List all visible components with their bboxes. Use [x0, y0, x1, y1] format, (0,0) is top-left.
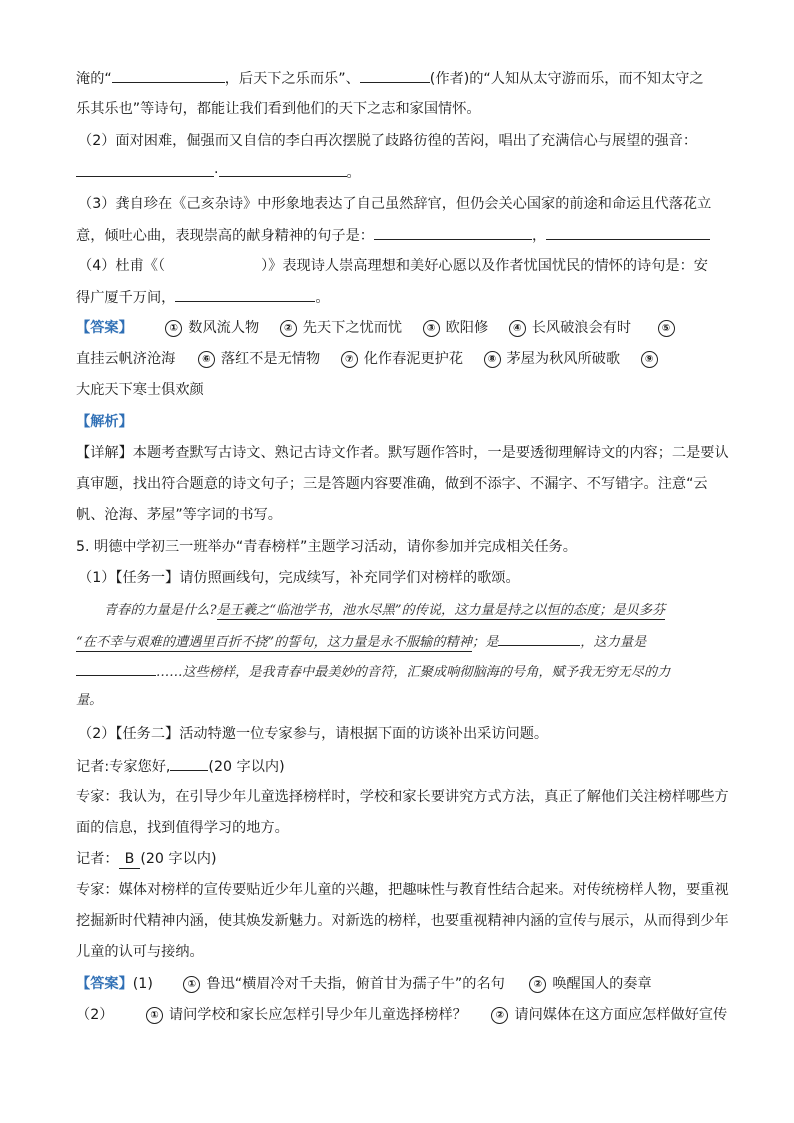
answer-label: 【答案】 [76, 976, 133, 992]
text: 本题考查默写古诗文、熟记古诗文作者。默写题作答时，一是要透彻理解诗文的内容；二是要认 [132, 445, 729, 461]
blank [498, 631, 580, 646]
answer-line-3: 大庇天下寒士俱欢颜 [76, 382, 204, 398]
answer-item: 唤醒国人的奏章 [552, 976, 652, 992]
text: ，后天下之乐而乐”、 [224, 71, 360, 87]
answer-number: ③ [423, 320, 440, 337]
text: （2） [76, 1007, 114, 1023]
blank [546, 225, 710, 240]
expert-2-line-1: 专家：媒体对榜样的宣传要贴近少年儿童的兴趣，把趣味性与教育性结合起来。对传统榜样人物，要重视 [76, 882, 729, 898]
text: · [214, 165, 219, 181]
blank [360, 68, 430, 83]
answer-number: ⑧ [484, 351, 501, 368]
text: 淹的“ [76, 71, 112, 87]
q4-line-8 [76, 287, 330, 308]
answer2-line-2 [76, 1005, 727, 1025]
answer-number: ⑤ [658, 320, 675, 337]
q5-passage-1 [104, 601, 665, 621]
expert-2-line-3: 儿童的认可与接纳。 [76, 944, 204, 960]
blank [374, 225, 532, 240]
expert-2-line-2: 挖掘新时代精神内涵，使其焕发新魅力。对新选的榜样，也要重视精神内涵的宣传与展示，从而得到少年 [76, 913, 729, 929]
answer-number: ① [146, 1007, 163, 1024]
reporter-1 [76, 756, 285, 777]
q4-line-1 [76, 68, 704, 89]
text: 青春的力量是什么? [104, 603, 217, 618]
answer-item: 请问学校和家长应怎样引导少年儿童选择榜样？ [168, 1007, 467, 1023]
text: ，这力量是 [580, 635, 647, 650]
q5-passage-3 [76, 661, 670, 683]
blank [170, 756, 208, 771]
text: （4）杜甫《（ [78, 258, 166, 274]
q4-line-6 [76, 225, 710, 246]
text: ……这些榜样，是我青春中最美妙的音符，汇聚成响彻脑海的号角，赋予我无穷无尽的力 [156, 665, 671, 680]
underlined-text: 是王羲之“临池学书，池水尽黑”的传说，这力量是持之以恒的态度；是贝多芬 [216, 603, 666, 618]
blank [219, 162, 347, 177]
blank [76, 661, 156, 676]
q4-line-4 [76, 162, 361, 183]
text: 记者： [76, 851, 119, 867]
answer-item: 茅屋为秋风所破歌 [506, 351, 621, 367]
analysis-line-1 [76, 443, 729, 463]
q4-sub2: （2）面对困难，倔强而又自信的李白再次摆脱了歧路彷徨的苦闷，唱出了充满信心与展望的强音： [78, 133, 698, 149]
q4-sub4 [78, 256, 708, 276]
text: ；是 [471, 635, 499, 650]
answer-number: ④ [509, 320, 526, 337]
answer-item: 直挂云帆济沧海 [76, 351, 176, 367]
underlined-text: “在不幸与艰难的遭遇里百折不挠”的誓句，这力量是永不服输的精神 [76, 635, 472, 650]
blank-b: B [119, 851, 141, 869]
answer-item: 先天下之忧而忧 [302, 320, 403, 336]
answer-item: 长风破浪会有时 [531, 320, 632, 336]
text: 。 [346, 165, 361, 181]
answer-number: ② [280, 320, 297, 337]
analysis-line-2: 真审题，找出符合题意的诗文句子；三是答题内容要准确，做到不添字、不漏字、不写错字。注意“云 [76, 476, 708, 492]
answer-number: ② [491, 1007, 508, 1024]
text: 。 [315, 290, 330, 306]
answer-number: ⑥ [198, 351, 215, 368]
blank [76, 162, 214, 177]
expert-1-line-2: 面的信息，找到值得学习的地方。 [76, 820, 289, 836]
q5-task1: （1）【任务一】请仿照画线句，完成续写，补充同学们对榜样的歌颂。 [78, 570, 520, 586]
text: 得广厦千万间， [76, 290, 176, 306]
answer-line-2 [76, 349, 664, 369]
text: ）》表现诗人崇高理想和美好心愿以及作者忧国忧民的情怀的诗句是：安 [261, 258, 708, 274]
analysis-label [76, 412, 133, 432]
answer-item: 欧阳修 [445, 320, 489, 336]
answer-item: 鲁迅“横眉冷对千夫指，俯首甘为孺子牛”的名句 [206, 976, 505, 992]
answer-line-1 [76, 318, 681, 338]
answer-label: 【答案】 [76, 320, 133, 336]
blank [175, 287, 315, 302]
text: 意，倾吐心曲，表现崇高的献身精神的句子是： [76, 228, 374, 244]
answer-number: ⑨ [641, 351, 658, 368]
q4-sub3: （3）龚自珍在《己亥杂诗》中形象地表达了自己虽然辞官，但仍会关心国家的前途和命运且代落花立 [78, 196, 712, 212]
answer-item: 化作春泥更护花 [363, 351, 464, 367]
answer2-line-1 [76, 974, 652, 994]
answer-number: ⑦ [341, 351, 358, 368]
text: 记者:专家您好, [76, 759, 171, 775]
expert-1-line-1: 专家：我认为，在引导少年儿童选择榜样时，学校和家长要讲究方式方法，真正了解他们关注榜样哪些方 [76, 789, 729, 805]
analysis-line-3: 帆、沧海、茅屋”等字词的书写。 [76, 507, 282, 523]
text: (20 字以内) [140, 851, 217, 867]
q5-title: 5. 明德中学初三一班举办“青春榜样”主题学习活动，请你参加并完成相关任务。 [76, 539, 577, 555]
q4-line-2: 乐其乐也”等诗句，都能让我们看到他们的天下之志和家国情怀。 [76, 101, 481, 117]
answer-item: 请问媒体在这方面应怎样做好宣传 [514, 1007, 728, 1023]
reporter-2 [76, 849, 217, 869]
q5-task2: （2）【任务二】活动特邀一位专家参与，请根据下面的访谈补出采访问题。 [78, 726, 549, 742]
text: (作者)的“人知从太守游而乐，而不知太守之 [429, 71, 704, 87]
text: (1) [132, 976, 153, 992]
blank [112, 68, 225, 83]
answer-item: 落红不是无情物 [220, 351, 321, 367]
detail-label: 【详解】 [76, 445, 133, 461]
answer-number: ① [165, 320, 182, 337]
q5-passage-4: 量。 [76, 693, 103, 708]
q5-passage-2 [76, 631, 646, 653]
text: ， [531, 228, 547, 244]
text: (20 字以内) [208, 759, 285, 775]
analysis-tag: 【解析】 [76, 414, 133, 430]
answer-item: 数风流人物 [188, 320, 260, 336]
answer-number: ② [529, 976, 546, 993]
answer-number: ① [183, 976, 200, 993]
